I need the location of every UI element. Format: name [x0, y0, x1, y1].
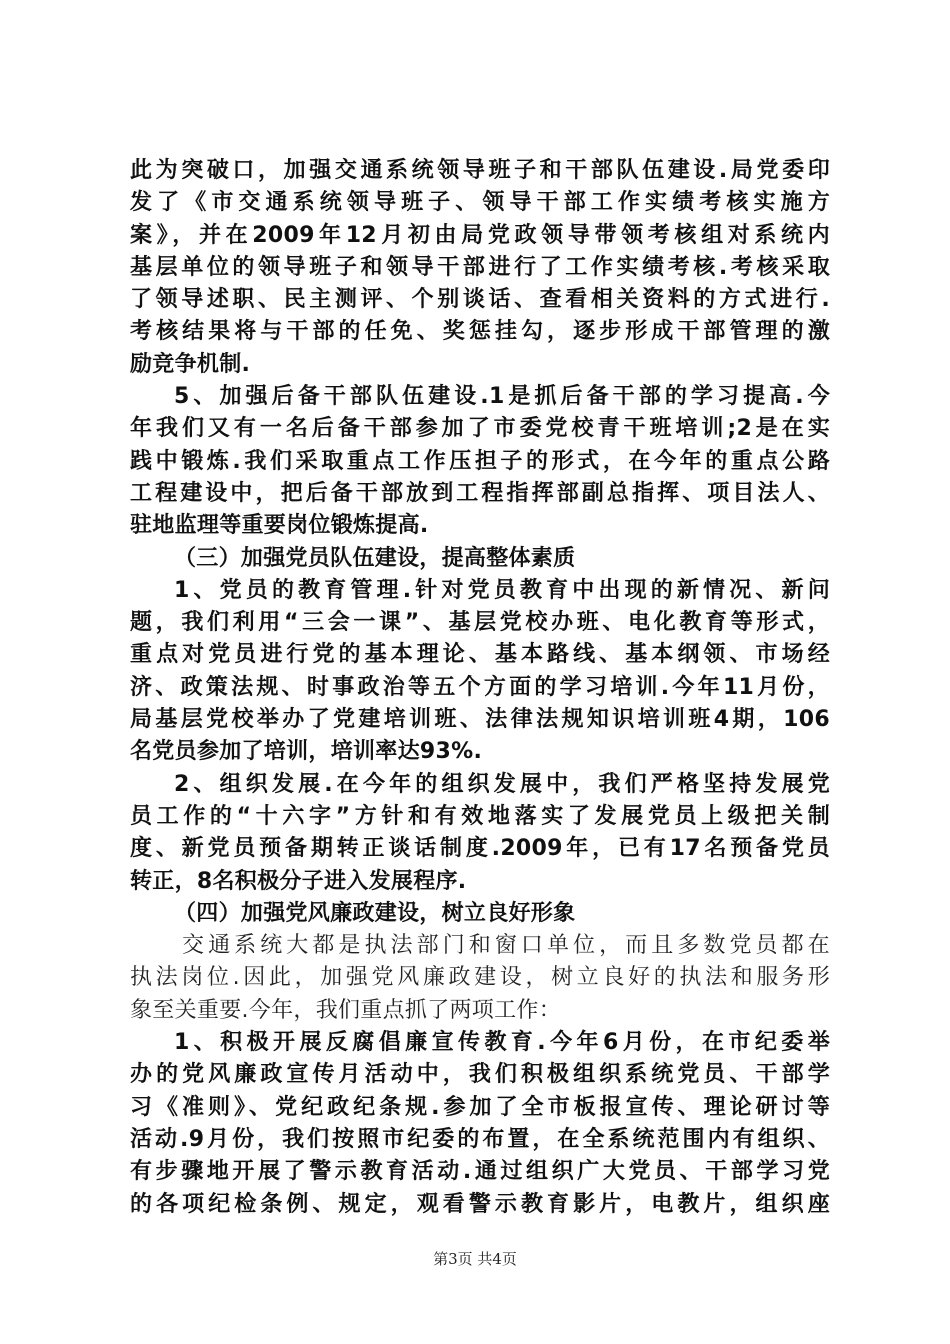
text-line: 员工作的“十六字”方针和有效地落实了发展党员上级把关制	[130, 803, 830, 829]
page-footer: 第3页 共4页	[433, 1250, 517, 1268]
text-line: 5、加强后备干部队伍建设.1是抓后备干部的学习提高.今	[174, 384, 830, 410]
text-line: 1、积极开展反腐倡廉宣传教育.今年6月份，在市纪委举	[174, 1030, 830, 1056]
text-line: 执法岗位.因此，加强党风廉政建设，树立良好的执法和服务形	[130, 965, 830, 991]
text-line: 践中锻炼.我们采取重点工作压担子的形式，在今年的重点公路	[130, 448, 830, 474]
text-line: 2、组织发展.在今年的组织发展中，我们严格坚持发展党	[174, 771, 830, 797]
text-line: 考核结果将与干部的任免、奖惩挂勾，逐步形成干部管理的激	[130, 319, 830, 345]
text-line: 活动.9月份，我们按照市纪委的布置，在全系统范围内有组织、	[130, 1126, 830, 1152]
text-line: 重点对党员进行党的基本理论、基本路线、基本纲领、市场经	[130, 642, 830, 668]
text-line: 1、党员的教育管理.针对党员教育中出现的新情况、新问	[174, 577, 830, 603]
text-line: 工程建设中，把后备干部放到工程指挥部副总指挥、项目法人、	[130, 480, 830, 506]
text-line: 案》，并在2009年12月初由局党政领导带领考核组对系统内	[130, 222, 830, 248]
text-line: 有步骤地开展了警示教育活动.通过组织广大党员、干部学习党	[130, 1159, 830, 1185]
text-line: 励竞争机制.	[130, 351, 251, 377]
body-text	[130, 155, 830, 1221]
text-line: 驻地监理等重要岗位锻炼提高.	[130, 513, 429, 539]
text-line: 基层单位的领导班子和领导干部进行了工作实绩考核.考核采取	[130, 254, 830, 280]
text-line: 度、新党员预备期转正谈话制度.2009年，已有17名预备党员	[130, 836, 830, 862]
text-line: 年我们又有一名后备干部参加了市委党校青干班培训;2是在实	[130, 416, 830, 442]
text-line: 济、政策法规、时事政治等五个方面的学习培训.今年11月份，	[130, 674, 830, 700]
text-line: 交通系统大都是执法部门和窗口单位，而且多数党员都在	[182, 933, 830, 959]
text-line: 办的党风廉政宣传月活动中，我们积极组织系统党员、干部学	[130, 1062, 830, 1088]
text-line: 此为突破口，加强交通系统领导班子和干部队伍建设.局党委印	[130, 158, 830, 183]
text-line: 局基层党校举办了党建培训班、法律法规知识培训班4期，106	[130, 707, 830, 733]
text-line: 名党员参加了培训，培训率达93%.	[130, 739, 483, 765]
text-line: 发了《市交通系统领导班子、领导干部工作实绩考核实施方	[130, 190, 830, 216]
text-line: 的各项纪检条例、规定，观看警示教育影片，电教片，组织座	[130, 1191, 830, 1217]
text-line: 题，我们利用“三会一课”、基层党校办班、电化教育等形式，	[130, 610, 830, 636]
text-line: 转正，8名积极分子进入发展程序.	[130, 868, 467, 894]
text-line: 象至关重要.今年，我们重点抓了两项工作：	[130, 997, 561, 1023]
section-heading: （四）加强党风廉政建设，树立良好形象	[174, 900, 576, 926]
section-heading: （三）加强党员队伍建设，提高整体素质	[174, 545, 576, 571]
text-line: 习《准则》、党纪政纪条规.参加了全市板报宣传、理论研讨等	[130, 1094, 830, 1120]
text-line: 了领导述职、民主测评、个别谈话、查看相关资料的方式进行.	[130, 287, 830, 313]
